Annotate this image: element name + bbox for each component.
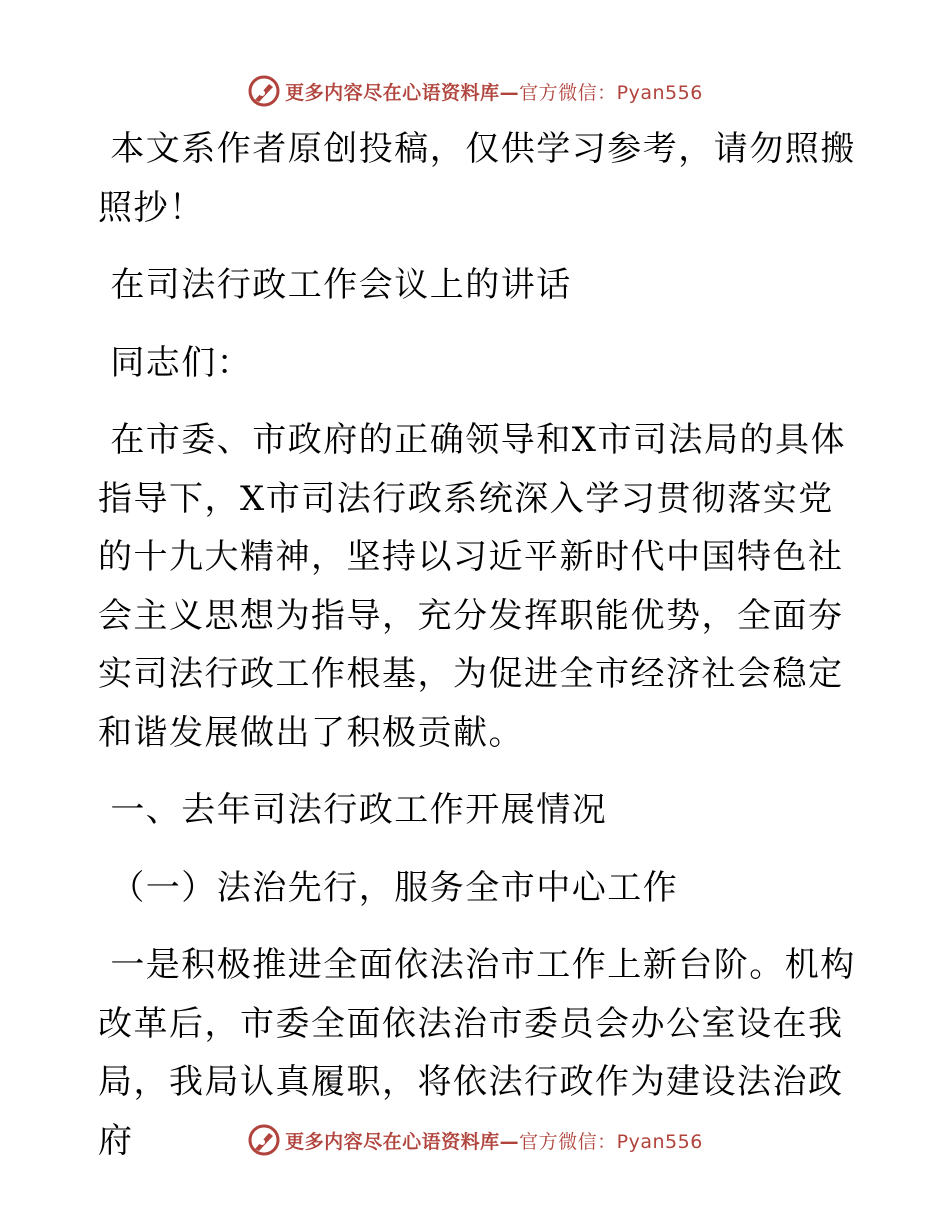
paragraph-1: 一是积极推进全面依法治市工作上新台阶。机构改革后，市委全面依法治市委员会办公室设在我局，我局认真履职，将依法行政作为建设法治政府 [98, 945, 856, 1161]
watermark-footer [0, 1118, 950, 1162]
notice-text: 本文系作者原创投稿，仅供学习参考，请勿照搬照抄！ [98, 129, 856, 228]
pen-circle-logo [247, 1123, 281, 1157]
watermark-header [0, 69, 950, 113]
pen-circle-logo [247, 74, 281, 108]
greeting-text: 同志们： [98, 342, 253, 383]
watermark-text: 更多内容尽在心语资料库—官方微信：Pyan556 [285, 81, 703, 104]
section-heading-1: 一、去年司法行政工作开展情况 [98, 790, 608, 830]
document-title: 在司法行政工作会议上的讲话 [98, 265, 572, 305]
document-body [98, 120, 858, 1170]
intro-paragraph: 在市委、市政府的正确领导和X市司法局的具体指导下，X市司法行政系统深入学习贯彻落实党的十九大精神，坚持以习近平新时代中国特色社会主义思想为指导，充分发挥职能优势，全面夯实司法行政工作根基，为促进全市经济社会稳定和谐发展做出了积极贡献。 [98, 420, 847, 753]
watermark-text: 更多内容尽在心语资料库—官方微信：Pyan556 [285, 1130, 703, 1153]
subsection-heading-1: （一）法治先行，服务全市中心工作 [98, 867, 679, 908]
